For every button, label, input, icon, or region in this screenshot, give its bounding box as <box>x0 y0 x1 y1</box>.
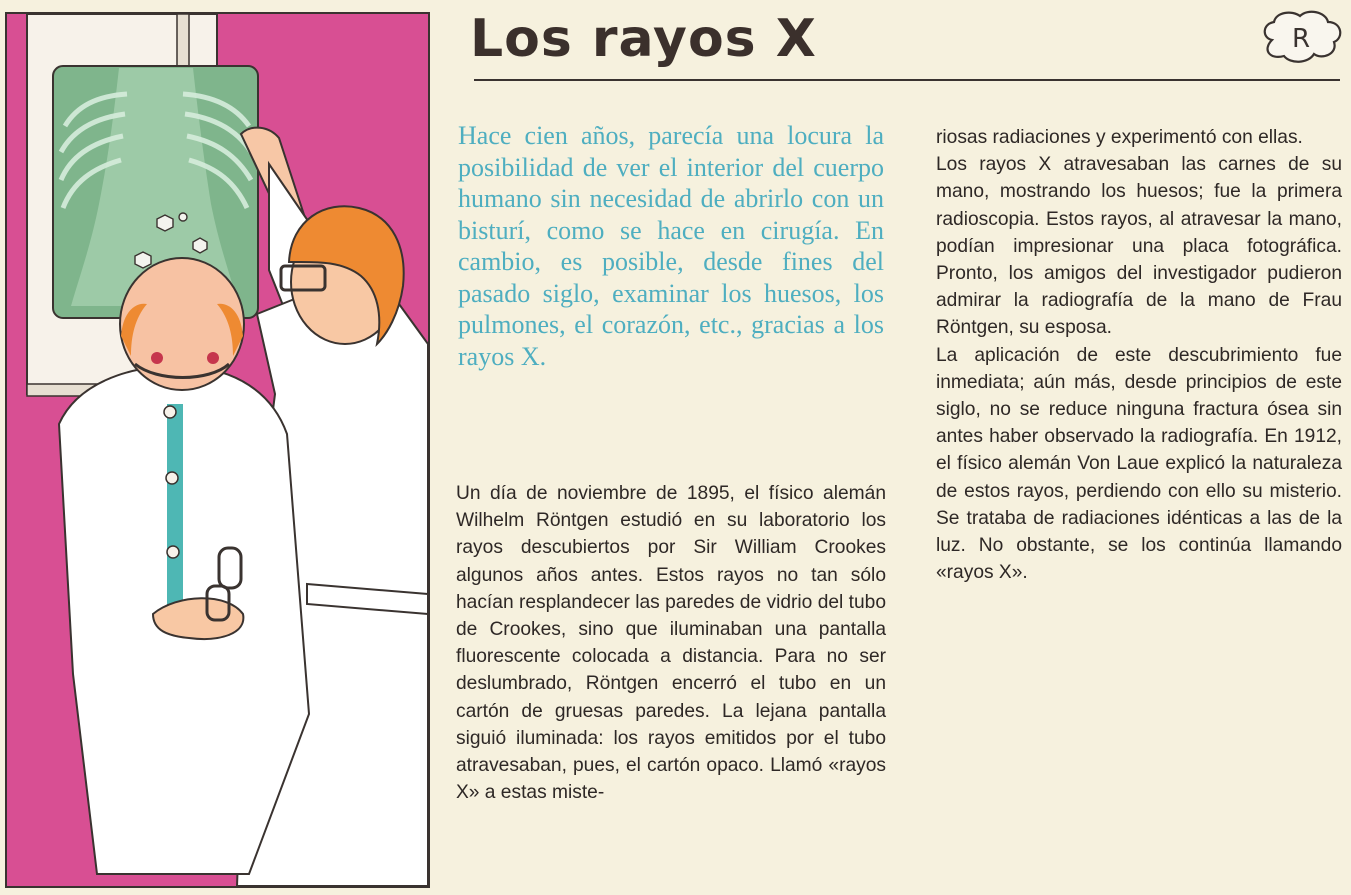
body-paragraph: La aplicación de este descubrimiento fue inmediata; aún más, desde principios de este siglo, no se reduce ninguna fractura ósea sin antes haber observado la radiografía. En 1912, el físico alemán Von Laue explicó la naturaleza de estos rayos, perdiendo con ello su misterio. Se trataba de radiaciones idénticas a las de la luz. No obstante, se los continúa llamando «rayos X». <box>936 344 1342 584</box>
badge-letter: R <box>1291 24 1311 54</box>
xray-scene-icon <box>7 14 428 886</box>
intro-paragraph: Hace cien años, parecía una locura la posibilidad de ver el interior del cuerpo humano sin necesidad de abrirlo con un bisturí, como se hace en cirugía. En cambio, es posible, desde fines del pasado siglo, examinar los huesos, los pulmones, el corazón, etc., gracias a los rayos X. <box>458 121 884 371</box>
body-paragraph: riosas radiaciones y experimentó con ellas. <box>936 127 1303 148</box>
title-divider <box>474 79 1340 81</box>
body-text-left-column: Un día de noviembre de 1895, el físico alemán Wilhelm Röntgen estudió en su laboratorio los rayos descubiertos por Sir William Crookes algunos años antes. Estos rayos no tan sólo hacían resplandecer las paredes de vidrio del tubo de Crookes, sino que iluminaban una pantalla fluorescente colocada a distancia. Para no ser deslumbrado, Röntgen encerró el tubo en un cartón de gruesas paredes. La lejana pantalla siguió iluminada: los rayos emitidos por el tubo atravesaban, pues, el cartón opaco. Llamó «rayos X» a estas miste- <box>456 483 886 804</box>
doctors-examining-xray-illustration <box>5 12 430 888</box>
page-title: Los rayos X <box>470 9 817 69</box>
body-text-right-column <box>936 124 1342 586</box>
body-paragraph: Los rayos X atravesaban las carnes de su mano, mostrando los huesos; fue la primera radioscopia. Estos rayos, al atravesar la mano, podían impresionar una placa fotográfica. Pronto, los amigos del investigador pudieron admirar la radiografía de la mano de Frau Röntgen, su esposa. <box>936 154 1342 339</box>
r-thought-bubble-icon <box>1256 10 1346 66</box>
